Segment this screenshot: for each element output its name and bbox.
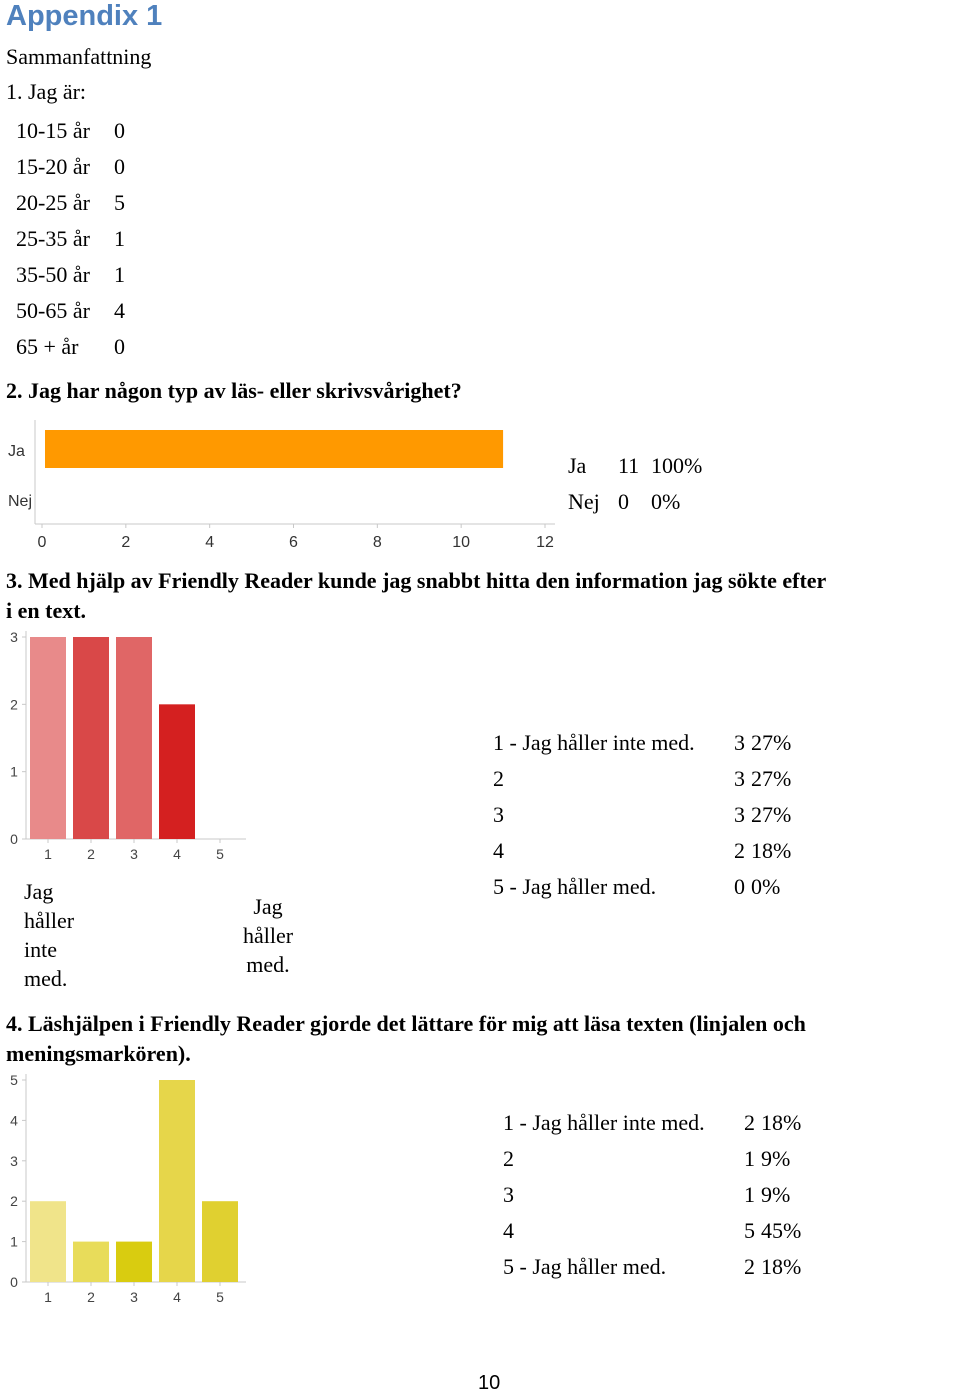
y-tick-label: 1 bbox=[10, 763, 18, 780]
age-count: 1 bbox=[114, 262, 125, 287]
table-row bbox=[503, 1213, 801, 1249]
q2-title: 2. Jag har någon typ av läs- eller skrivsvårighet? bbox=[6, 378, 462, 403]
answer-percent: 9% bbox=[761, 1146, 791, 1171]
answer-label: 1 - Jag håller inte med. bbox=[503, 1110, 705, 1135]
table-row bbox=[493, 761, 791, 797]
age-label: 65 + år bbox=[16, 334, 79, 359]
table-row bbox=[16, 329, 125, 365]
age-count: 1 bbox=[114, 226, 125, 251]
answer-label: 4 bbox=[493, 838, 504, 863]
bar bbox=[30, 637, 66, 839]
answer-count: 0 bbox=[618, 489, 629, 514]
answer-label: 1 - Jag håller inte med. bbox=[493, 730, 695, 755]
label-line: med. bbox=[246, 952, 290, 977]
age-label: 50-65 år bbox=[16, 298, 90, 323]
q4-chart bbox=[0, 1068, 250, 1308]
q4-title-line2: meningsmarkören). bbox=[6, 1041, 191, 1066]
y-tick-label: 3 bbox=[10, 1152, 18, 1169]
x-tick-label: 4 bbox=[205, 534, 215, 551]
table-row bbox=[503, 1249, 801, 1285]
document-heading: Appendix 1 bbox=[6, 0, 163, 32]
answer-count: 1 bbox=[744, 1182, 755, 1207]
table-row bbox=[503, 1105, 801, 1141]
q3-left-axis-label bbox=[24, 877, 74, 993]
answer-label: 5 - Jag håller med. bbox=[503, 1254, 667, 1279]
x-tick-label: 1 bbox=[44, 846, 52, 862]
x-tick-label: 2 bbox=[121, 534, 131, 551]
label-line: håller bbox=[242, 923, 294, 948]
answer-percent: 0% bbox=[751, 874, 781, 899]
q1-table bbox=[16, 113, 125, 365]
answer-percent: 27% bbox=[751, 730, 792, 755]
x-tick-label: 0 bbox=[37, 534, 47, 551]
table-row bbox=[503, 1177, 801, 1213]
answer-percent: 9% bbox=[761, 1182, 791, 1207]
table-row bbox=[16, 257, 125, 293]
q4-table bbox=[503, 1105, 801, 1285]
table-row bbox=[16, 293, 125, 329]
y-tick-label: 3 bbox=[10, 629, 18, 645]
answer-percent: 45% bbox=[761, 1218, 802, 1243]
answer-count: 0 bbox=[734, 874, 745, 899]
age-count: 0 bbox=[114, 154, 125, 179]
q4-title-line1: 4. Läshjälpen i Friendly Reader gjorde det lättare för mig att läsa texten (linjalen och bbox=[6, 1011, 806, 1036]
y-tick-label: 1 bbox=[10, 1233, 18, 1250]
age-label: 35-50 år bbox=[16, 262, 90, 287]
label-line: Jag bbox=[253, 894, 283, 919]
table-row bbox=[568, 448, 702, 484]
answer-count: 5 bbox=[744, 1218, 755, 1243]
y-tick-label: 5 bbox=[10, 1072, 18, 1088]
x-tick-label: 2 bbox=[87, 846, 95, 862]
answer-count: 2 bbox=[734, 838, 745, 863]
table-row bbox=[493, 869, 791, 905]
answer-percent: 100% bbox=[651, 453, 703, 478]
q1-title: 1. Jag är: bbox=[6, 79, 87, 104]
q3-title-line1: 3. Med hjälp av Friendly Reader kunde jag snabbt hitta den information jag sökte efter bbox=[6, 568, 827, 593]
answer-count: 2 bbox=[744, 1254, 755, 1279]
age-label: 15-20 år bbox=[16, 154, 90, 179]
y-tick-label: 2 bbox=[10, 696, 18, 713]
q3-table bbox=[493, 725, 791, 905]
answer-count: 11 bbox=[618, 453, 640, 478]
q2-table bbox=[568, 448, 702, 520]
age-label: 10-15 år bbox=[16, 118, 90, 143]
age-label: 20-25 år bbox=[16, 190, 90, 215]
age-count: 0 bbox=[114, 118, 125, 143]
y-tick-label: 4 bbox=[10, 1112, 18, 1129]
bar bbox=[116, 637, 152, 839]
answer-label: 3 bbox=[503, 1182, 514, 1207]
answer-percent: 18% bbox=[761, 1254, 802, 1279]
answer-count: 1 bbox=[744, 1146, 755, 1171]
y-tick-label: 0 bbox=[10, 1274, 18, 1290]
answer-count: 3 bbox=[734, 730, 745, 755]
x-tick-label: 1 bbox=[44, 1289, 52, 1305]
bar bbox=[116, 1242, 152, 1282]
label-line: inte bbox=[24, 937, 57, 962]
bar bbox=[159, 704, 195, 839]
category-label: Ja bbox=[8, 443, 25, 460]
y-tick-label: 0 bbox=[10, 831, 18, 847]
answer-label: 4 bbox=[503, 1218, 514, 1243]
table-row bbox=[568, 484, 702, 520]
label-line: håller bbox=[24, 908, 75, 933]
bar bbox=[159, 1080, 195, 1282]
table-row bbox=[16, 221, 125, 257]
table-row bbox=[16, 113, 125, 149]
table-row bbox=[493, 725, 791, 761]
q3-title-line2: i en text. bbox=[6, 598, 87, 623]
answer-label: Nej bbox=[568, 489, 600, 514]
answer-percent: 0% bbox=[651, 489, 681, 514]
label-line: med. bbox=[24, 966, 68, 991]
age-count: 0 bbox=[114, 334, 125, 359]
answer-count: 2 bbox=[744, 1110, 755, 1135]
page-number: 10 bbox=[478, 1372, 501, 1394]
q3-chart bbox=[0, 625, 250, 865]
bar bbox=[202, 1201, 238, 1282]
bar bbox=[45, 430, 503, 468]
bar bbox=[30, 1201, 66, 1282]
answer-label: 5 - Jag håller med. bbox=[493, 874, 657, 899]
q2-chart bbox=[0, 420, 570, 555]
x-tick-label: 4 bbox=[173, 1289, 181, 1305]
y-tick-label: 2 bbox=[10, 1193, 18, 1210]
answer-label: Ja bbox=[568, 453, 587, 478]
table-row bbox=[493, 833, 791, 869]
x-tick-label: 2 bbox=[87, 1289, 95, 1305]
table-row bbox=[493, 797, 791, 833]
subheading: Sammanfattning bbox=[6, 44, 152, 69]
x-tick-label: 12 bbox=[536, 534, 554, 551]
table-row bbox=[16, 185, 125, 221]
table-row bbox=[503, 1141, 801, 1177]
answer-label: 2 bbox=[503, 1146, 514, 1171]
x-tick-label: 5 bbox=[216, 1289, 224, 1305]
answer-count: 3 bbox=[734, 766, 745, 791]
x-tick-label: 3 bbox=[130, 846, 138, 862]
table-row bbox=[16, 149, 125, 185]
q3-right-axis-label bbox=[238, 892, 298, 979]
age-count: 5 bbox=[114, 190, 125, 215]
category-label: Nej bbox=[8, 493, 33, 510]
bar bbox=[73, 637, 109, 839]
bar bbox=[73, 1242, 109, 1282]
x-tick-label: 5 bbox=[216, 846, 224, 862]
answer-label: 2 bbox=[493, 766, 504, 791]
answer-percent: 27% bbox=[751, 802, 792, 827]
answer-percent: 18% bbox=[761, 1110, 802, 1135]
answer-percent: 27% bbox=[751, 766, 792, 791]
x-tick-label: 6 bbox=[289, 534, 298, 551]
answer-count: 3 bbox=[734, 802, 745, 827]
answer-label: 3 bbox=[493, 802, 504, 827]
x-tick-label: 4 bbox=[173, 846, 181, 862]
age-count: 4 bbox=[114, 298, 125, 323]
x-tick-label: 8 bbox=[372, 534, 382, 551]
x-tick-label: 3 bbox=[130, 1289, 138, 1305]
answer-percent: 18% bbox=[751, 838, 792, 863]
x-tick-label: 10 bbox=[452, 534, 471, 551]
age-label: 25-35 år bbox=[16, 226, 90, 251]
label-line: Jag bbox=[24, 879, 54, 904]
